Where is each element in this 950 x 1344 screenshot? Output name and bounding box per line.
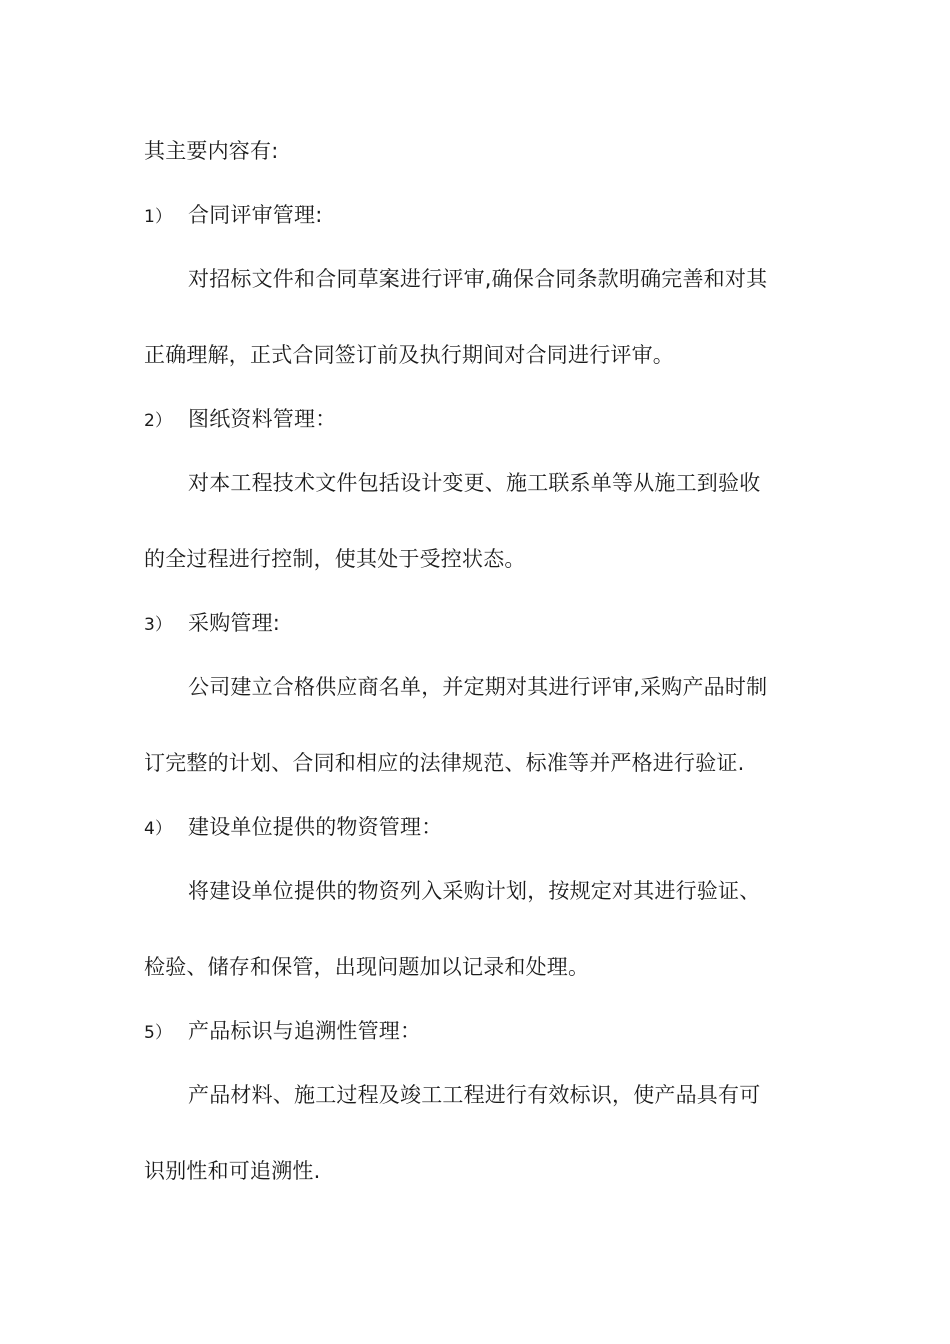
section-2-title: 图纸资料管理： (188, 407, 337, 431)
section-1-number: 1） (144, 207, 173, 227)
intro-text: 其主要内容有: (144, 139, 279, 163)
section-4-heading (144, 812, 442, 844)
section-5-title: 产品标识与追溯性管理： (188, 1019, 422, 1043)
section-3-body-line-2: 订完整的计划、合同和相应的法律规范、标准等并严格进行验证. (144, 751, 745, 775)
section-1-title: 合同评审管理: (188, 203, 323, 227)
section-2-number: 2） (144, 411, 173, 431)
section-5-body-line-1: 产品材料、施工过程及竣工工程进行有效标识，使产品具有可 (188, 1083, 761, 1107)
section-5-heading (144, 1016, 421, 1048)
section-4-number: 4） (144, 819, 173, 839)
section-4-body-line-1: 将建设单位提供的物资列入采购计划，按规定对其进行验证、 (188, 879, 761, 903)
section-1-body-line-2: 正确理解，正式合同签订前及执行期间对合同进行评审。 (144, 343, 674, 367)
section-4-body-line-2: 检验、储存和保管，出现问题加以记录和处理。 (144, 955, 590, 979)
section-5-number: 5） (144, 1023, 173, 1043)
section-2-body-line-1: 对本工程技术文件包括设计变更、施工联系单等从施工到验收 (188, 471, 761, 495)
section-1-body-line-1: 对招标文件和合同草案进行评审,确保合同条款明确完善和对其 (188, 267, 768, 291)
section-3-number: 3） (144, 615, 173, 635)
section-2-heading (144, 404, 336, 436)
section-1-heading (144, 200, 322, 232)
section-5-body-line-2: 识别性和可追溯性. (144, 1159, 321, 1183)
section-3-body-line-1: 公司建立合格供应商名单，并定期对其进行评审,采购产品时制 (188, 675, 768, 699)
section-2-body-line-2: 的全过程进行控制，使其处于受控状态。 (144, 547, 526, 571)
section-3-heading (144, 608, 280, 640)
section-3-title: 采购管理: (188, 611, 281, 635)
section-4-title: 建设单位提供的物资管理： (188, 815, 443, 839)
